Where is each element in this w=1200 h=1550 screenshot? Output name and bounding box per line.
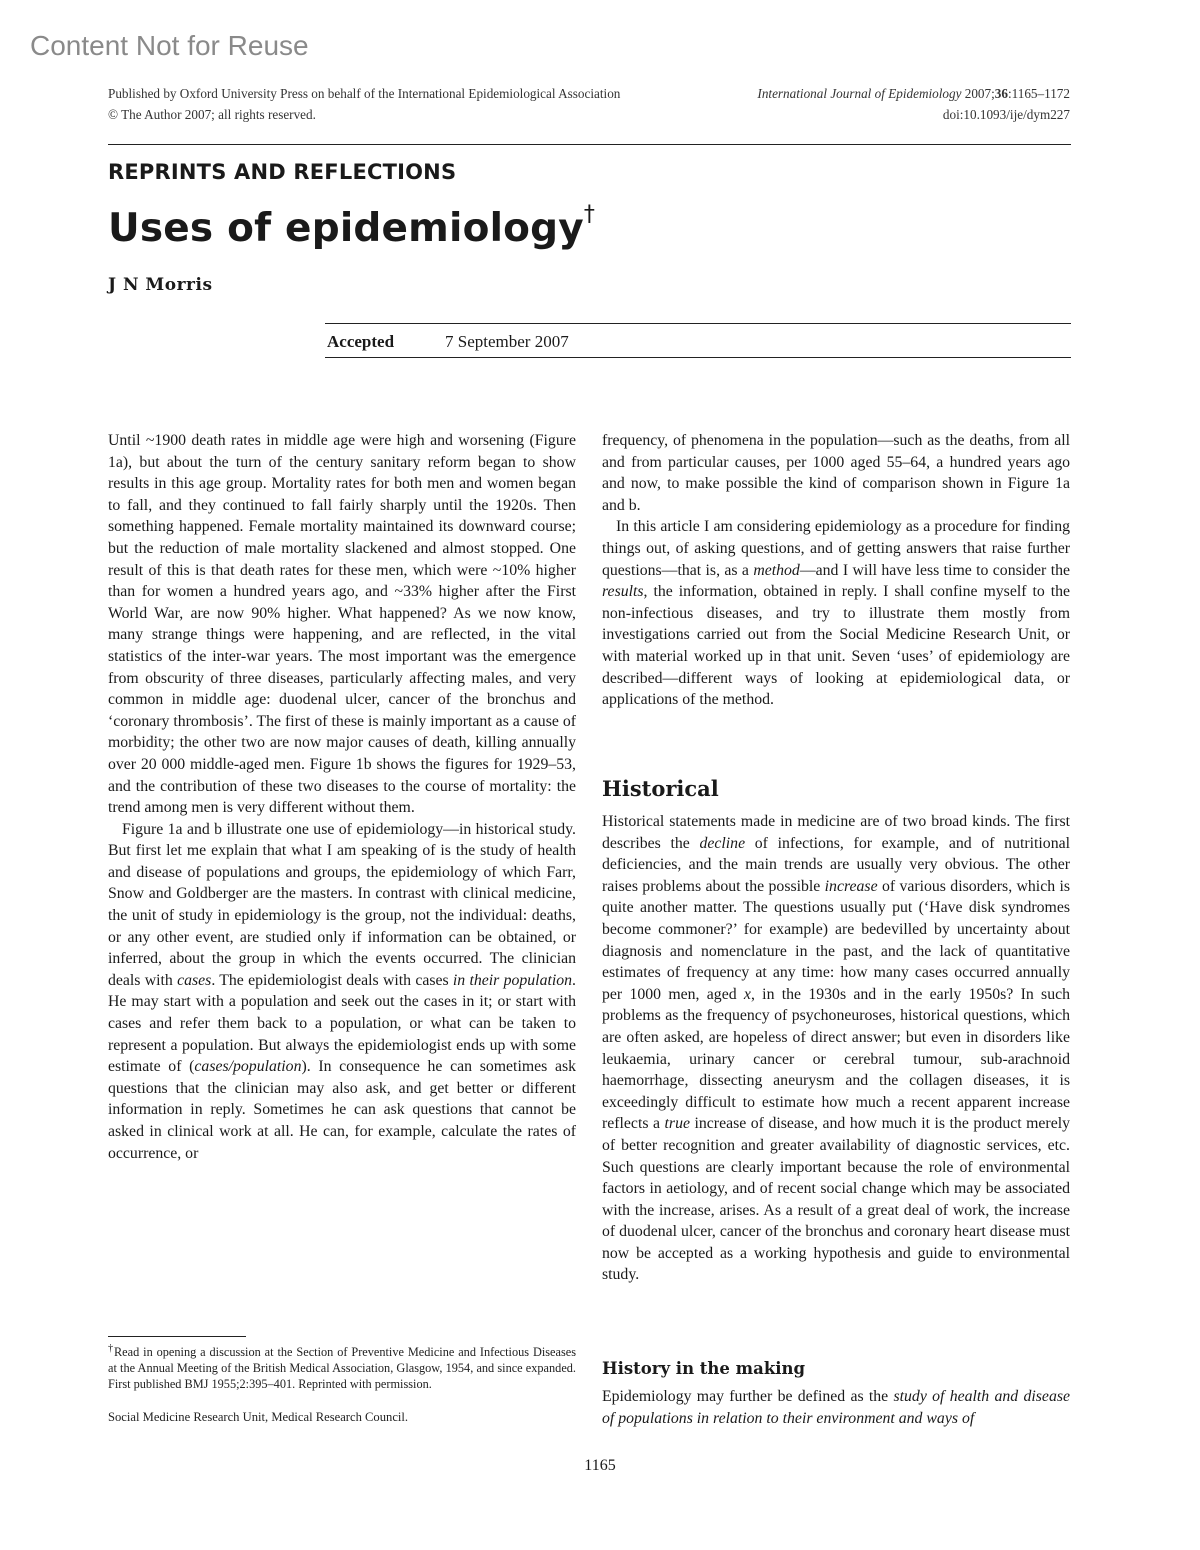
journal-volume: 36 <box>994 86 1008 101</box>
paragraph: Epidemiology may further be defined as the study of health and disease of populations in relation to their environment and ways of <box>602 1388 1070 1427</box>
title-text: Uses of epidemiology <box>108 206 584 251</box>
paragraph: In this article I am considering epidemiology as a procedure for finding things out, of asking questions, and of getting answers that raise further questions—that is, as a method—and I will have less time to consider the results, the information, obtained in reply. I shall confine myself to the non-infectious diseases, and try to illustrate them mostly from investigations carried out from the Social Medicine Research Unit, or with material worked up in that unit. Seven ‘uses’ of epidemiology are described—different ways of looking at epidemiological data, or applications of the method. <box>602 518 1070 709</box>
footnote-text: †Read in opening a discussion at the Section of Preventive Medicine and Infectious Diseases at the Annual Meeting of the British Medical Association, Glasgow, 1954, and since expanded. First published BMJ 1955;2:395–401. Reprinted with permission. <box>108 1343 576 1392</box>
left-column <box>108 430 576 1164</box>
section-label: REPRINTS AND REFLECTIONS <box>108 160 457 184</box>
published-by: Published by Oxford University Press on behalf of the International Epidemiological Association <box>108 86 621 101</box>
page-number: 1165 <box>584 1457 616 1474</box>
doi: doi:10.1093/ije/dym227 <box>942 107 1070 122</box>
copyright: © The Author 2007; all rights reserved. <box>108 107 316 122</box>
footnote-rule <box>108 1336 246 1337</box>
accepted-date: 7 September 2007 <box>445 332 569 351</box>
publisher-info <box>108 83 620 125</box>
historical-section <box>602 811 1070 1286</box>
paragraph: frequency, of phenomena in the population—such as the deaths, from all and from particular causes, per 1000 aged 55–64, a hundred years ago and now, to make possible the kind of comparison shown in Figure 1a and b. <box>602 432 1070 514</box>
watermark: Content Not for Reuse <box>30 30 309 61</box>
journal-reference <box>757 83 1070 104</box>
journal-name: International Journal of Epidemiology <box>757 86 962 101</box>
paragraph: Historical statements made in medicine are of two broad kinds. The first describes the decline of infections, for example, and of nutritional deficiencies, and the main trends are usually very obvious. The other raises problems about the possible increase of various disorders, which is quite another matter. The questions usually put (‘Have disk syndromes become commoner?’ for example) are bedevilled by uncertainty about diagnosis and nomenclature in the past, and the lack of quantitative estimates of frequency at any time: how many cases occurred annually per 1000 men, aged x, in the 1930s and in the early 1950s? In such problems as the frequency of psychoneuroses, historical questions, which are often asked, are hopeless of direct answer; but even in disorders like leukaemia, urinary cancer or cerebral tumour, sub-arachnoid haemorrhage, dissecting aneurysm and the collagen diseases, it is exceedingly difficult to estimate how much a recent apparent increase reflects a true increase of disease, and how much it is the product merely of better recognition and greater availability of diagnostic services, etc. Such questions are clearly important because the role of environmental factors in aetiology, and of recent social change which may be associated with the increase, arises. As a result of a great deal of work, the increase of duodenal ulcer, cancer of the bronchus and coronary heart disease must now be accepted as a working hypothesis and guide to environmental study. <box>602 813 1070 1284</box>
affiliation: Social Medicine Research Unit, Medical Research Council. <box>108 1410 409 1424</box>
heading-history-in-the-making: History in the making <box>602 1359 806 1378</box>
footnote-mark: † <box>108 1343 114 1354</box>
history-making-section <box>602 1386 1070 1429</box>
journal-year: 2007; <box>961 86 995 101</box>
footnote <box>108 1341 576 1392</box>
paragraph: Until ~1900 death rates in middle age were high and worsening (Figure 1a), but about the turn of the century sanitary reform began to show results in this age group. Mortality rates for both men and women began to fall, and they continued to fall fairly sharply until the 1920s. Then something happened. Female mortality maintained its downward course; but the reduction of male mortality slackened and almost stopped. One result of this is that death rates for these men, which were ~10% higher than for women a hundred years ago, and ~33% higher after the First World War, are now 90% higher. What happened? As we now know, many strange things were happening, and are reflected, in the vital statistics of the inter-war years. The most important was the emergence from obscurity of three diseases, particularly affecting males, and very common in middle age: duodenal ulcer, cancer of the bronchus and ‘coronary thrombosis’. The first of these is mainly important as a cause of morbidity; the other two are now major causes of death, killing annually over 20 000 middle-aged men. Figure 1b shows the figures for 1929–53, and the contribution of these two diseases to the course of mortality: the trend among men is very different without them. <box>108 432 576 817</box>
journal-pages: :1165–1172 <box>1007 86 1070 101</box>
right-column-intro <box>602 430 1070 711</box>
paragraph: Figure 1a and b illustrate one use of epidemiology—in historical study. But first let me explain that what I am speaking of is the study of health and disease of populations and groups, the epidemiology of which Farr, Snow and Goldberger are the masters. In contrast with clinical medicine, the unit of study in epidemiology is the group, not the individual: deaths, or any other event, are studied only if information can be obtained, or inferred, about the group in which the events occurred. The clinician deals with cases. The epidemiologist deals with cases in their population. He may start with a population and seek out the cases in it; or start with cases and refer them back to a population, or what can be taken to represent a population. But always the epidemiologist ends up with some estimate of (cases/population). In consequence he can sometimes ask questions that the clinician may also ask, and get better or different information in reply. Sometimes he can ask questions that cannot be asked in clinical work at all. He can, for example, calculate the rates of occurrence, or <box>108 820 576 1162</box>
header-rule <box>108 144 1071 145</box>
accepted-box <box>325 323 1071 358</box>
accepted-label: Accepted <box>327 332 395 351</box>
author: J N Morris <box>108 275 213 295</box>
title-footnote-mark: † <box>583 202 596 227</box>
heading-historical: Historical <box>602 776 719 801</box>
journal-citation <box>757 83 1070 125</box>
article-title <box>108 202 595 251</box>
